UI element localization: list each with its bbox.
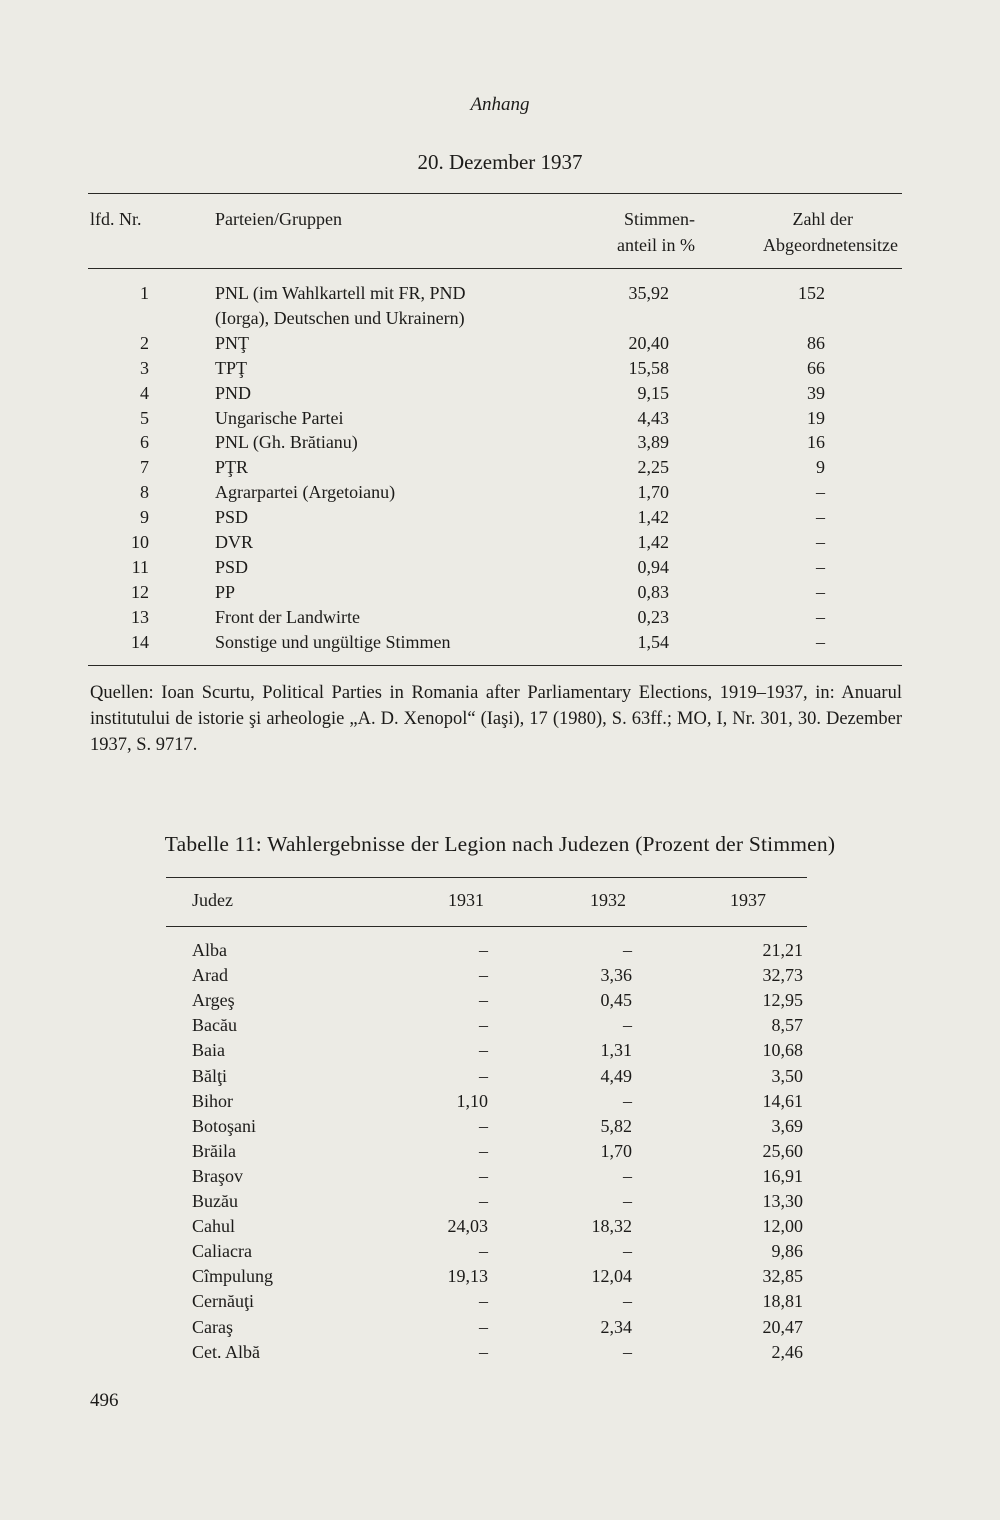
table-row: [0, 1013, 1000, 1038]
judez-name: Bălţi: [192, 1065, 227, 1086]
header-1937: 1937: [730, 890, 766, 910]
vote-share: 15,58: [628, 357, 669, 378]
value-1932: 0,45: [600, 990, 632, 1011]
table-row: [0, 331, 1000, 356]
vote-share: 2,25: [637, 457, 669, 478]
table-row: [0, 1315, 1000, 1340]
table-row: [0, 988, 1000, 1013]
value-1931: –: [479, 1165, 488, 1186]
table-row: [0, 1214, 1000, 1239]
table-row: [0, 1189, 1000, 1214]
value-1932: 5,82: [600, 1115, 632, 1136]
header-seats-line2: Abgeordnetensitze: [763, 235, 898, 255]
table-row: [0, 1139, 1000, 1164]
vote-share: 0,94: [637, 556, 669, 577]
value-1931: 19,13: [447, 1266, 488, 1287]
seat-count: 152: [798, 283, 825, 303]
party-name: PNL (Gh. Brătianu): [215, 432, 358, 453]
row-number: 3: [140, 357, 149, 378]
vote-share: 1,70: [637, 482, 669, 503]
value-1937: 12,00: [762, 1216, 803, 1237]
value-1931: –: [479, 1316, 488, 1337]
table-bottom-rule: [88, 665, 902, 666]
table-row: [0, 1038, 1000, 1063]
row-number: 11: [131, 556, 149, 577]
party-name: Front der Landwirte: [215, 606, 360, 627]
value-1931: –: [479, 1140, 488, 1161]
table-row: [0, 1089, 1000, 1114]
table-row: [0, 1264, 1000, 1289]
seat-count: –: [816, 482, 825, 503]
value-1932: –: [623, 940, 632, 960]
table11-top-rule: [166, 877, 807, 878]
vote-share: 1,42: [637, 532, 669, 552]
page-number: 496: [90, 1390, 119, 1411]
value-1937: 25,60: [762, 1140, 803, 1161]
vote-share: 9,15: [637, 382, 669, 403]
vote-share: 0,23: [637, 606, 669, 627]
row-number: 1: [140, 283, 149, 303]
judez-name: Alba: [192, 940, 227, 960]
value-1932: –: [623, 1341, 632, 1362]
header-share-line2: anteil in %: [617, 235, 695, 255]
judez-name: Cernăuţi: [192, 1291, 254, 1312]
value-1937: 32,85: [762, 1266, 803, 1287]
vote-share: 4,43: [637, 407, 669, 428]
row-number: 5: [140, 407, 149, 428]
judez-name: Argeş: [192, 990, 235, 1011]
table-row: [0, 1340, 1000, 1365]
value-1931: –: [479, 965, 488, 986]
party-name: (Iorga), Deutschen und Ukrainern): [215, 307, 465, 328]
value-1937: 20,47: [762, 1316, 803, 1337]
value-1932: 12,04: [591, 1266, 632, 1287]
vote-share: 0,83: [637, 581, 669, 602]
judez-name: Botoşani: [192, 1115, 257, 1136]
party-name: PSD: [215, 556, 249, 577]
judez-name: Caliacra: [192, 1241, 252, 1262]
seat-count: –: [816, 507, 825, 528]
table-row: [0, 1239, 1000, 1264]
party-name: Agrarpartei (Argetoianu): [215, 482, 396, 503]
judez-name: Braşov: [192, 1165, 243, 1186]
judez-name: Cet. Albă: [192, 1341, 260, 1362]
value-1937: 10,68: [762, 1040, 803, 1061]
value-1932: 1,70: [600, 1140, 632, 1161]
judez-name: Baia: [192, 1040, 225, 1061]
value-1932: 2,34: [600, 1316, 632, 1337]
value-1931: –: [479, 1191, 488, 1211]
table11-title: Tabelle 11: Wahlergebnisse der Legion nach Judezen (Prozent der Stimmen): [164, 832, 836, 856]
row-number: 6: [140, 432, 149, 453]
table-row: [0, 356, 1000, 381]
row-number: 7: [140, 457, 149, 478]
table-row: [0, 480, 1000, 505]
value-1931: –: [479, 1015, 488, 1036]
party-name: PNL (im Wahlkartell mit FR, PND: [215, 283, 466, 303]
judez-name: Brăila: [192, 1140, 236, 1161]
judez-name: Caraş: [192, 1316, 233, 1337]
party-name: PP: [215, 581, 236, 602]
value-1937: 18,81: [762, 1291, 803, 1312]
row-number: 13: [131, 606, 149, 627]
value-1931: –: [479, 1040, 488, 1061]
header-1932: 1932: [590, 890, 626, 910]
row-number: 4: [140, 382, 149, 403]
value-1937: 13,30: [762, 1191, 803, 1211]
vote-share: 3,89: [637, 432, 669, 453]
table-row: [0, 406, 1000, 431]
value-1937: 3,69: [771, 1115, 803, 1136]
row-number: 9: [140, 507, 149, 528]
judez-name: Buzău: [192, 1191, 238, 1211]
vote-share: 1,42: [637, 507, 669, 528]
party-name: PŢR: [215, 457, 249, 478]
row-number: 14: [131, 631, 149, 652]
seat-count: 9: [816, 457, 825, 478]
table-header-rule: [88, 268, 902, 269]
party-name: DVR: [215, 532, 254, 552]
value-1931: 1,10: [456, 1090, 488, 1111]
seat-count: –: [816, 556, 825, 577]
seat-count: 86: [807, 332, 825, 353]
table-row: [0, 630, 1000, 655]
seat-count: 39: [807, 382, 825, 403]
table11-header-rule: [166, 926, 807, 927]
value-1932: 1,31: [600, 1040, 632, 1061]
judez-name: Bacău: [192, 1015, 237, 1036]
header-share-line1: Stimmen-: [624, 209, 695, 229]
seat-count: 66: [807, 357, 825, 378]
row-number: 12: [131, 581, 149, 602]
table-row: [0, 505, 1000, 530]
value-1931: –: [479, 1341, 488, 1362]
row-number: 8: [140, 482, 149, 503]
table-row: [0, 1114, 1000, 1139]
seat-count: –: [816, 581, 825, 602]
table-row: [0, 938, 1000, 963]
table-row: [0, 530, 1000, 555]
party-name: PNŢ: [215, 332, 250, 353]
value-1937: 14,61: [762, 1090, 803, 1111]
value-1937: 16,91: [762, 1165, 803, 1186]
table-row: [0, 281, 1000, 306]
vote-share: 35,92: [628, 283, 669, 303]
value-1937: 12,95: [762, 990, 803, 1011]
party-name: Sonstige und ungültige Stimmen: [215, 631, 451, 652]
value-1931: 24,03: [447, 1216, 488, 1237]
judez-name: Arad: [192, 965, 228, 986]
header-seats-line1: Zahl der: [792, 209, 853, 229]
party-name: TPŢ: [215, 357, 248, 378]
table-row: [0, 580, 1000, 605]
value-1932: –: [623, 1291, 632, 1312]
value-1931: –: [479, 940, 488, 960]
sources-note: [90, 680, 902, 758]
value-1932: –: [623, 1241, 632, 1262]
value-1937: 3,50: [771, 1065, 803, 1086]
header-judez: Judez: [192, 890, 233, 910]
value-1932: 4,49: [600, 1065, 632, 1086]
header-nr: lfd. Nr.: [90, 209, 142, 229]
table-row: [0, 455, 1000, 480]
value-1932: –: [623, 1015, 632, 1036]
seat-count: –: [816, 606, 825, 627]
party-name: Ungarische Partei: [215, 407, 344, 428]
value-1932: –: [623, 1165, 632, 1186]
seat-count: 16: [807, 432, 825, 453]
table-row: [0, 430, 1000, 455]
value-1937: 21,21: [762, 940, 803, 960]
running-head: Anhang: [470, 94, 530, 115]
judez-name: Cîmpulung: [192, 1266, 274, 1287]
table-title: 20. Dezember 1937: [417, 150, 583, 174]
table-top-rule: [88, 193, 902, 194]
value-1937: 32,73: [762, 965, 803, 986]
value-1932: –: [623, 1191, 632, 1211]
table-row: [0, 555, 1000, 580]
header-party: Parteien/Gruppen: [215, 209, 342, 229]
header-1931: 1931: [448, 890, 484, 910]
table-row: [0, 1164, 1000, 1189]
value-1931: –: [479, 1065, 488, 1086]
vote-share: 20,40: [628, 332, 669, 353]
value-1931: –: [479, 1241, 488, 1262]
seat-count: 19: [807, 407, 825, 428]
table-row: [0, 605, 1000, 630]
table-row: [0, 306, 1000, 331]
table-row: [0, 1064, 1000, 1089]
table-row: [0, 1289, 1000, 1314]
value-1931: –: [479, 1291, 488, 1312]
value-1937: 2,46: [771, 1341, 803, 1362]
value-1932: 3,36: [600, 965, 632, 986]
value-1937: 8,57: [771, 1015, 803, 1036]
table-row: [0, 963, 1000, 988]
table-row: [0, 381, 1000, 406]
value-1932: 18,32: [591, 1216, 632, 1237]
row-number: 10: [131, 532, 149, 552]
value-1931: –: [479, 990, 488, 1011]
party-name: PND: [215, 382, 252, 403]
row-number: 2: [140, 332, 149, 353]
value-1937: 9,86: [771, 1241, 803, 1262]
sources-text: Quellen: Ioan Scurtu, Political Parties in Romania after Parliamentary Elections, 1919–1937, in: Anuarul institutului de istorie şi arheologie „A. D. Xenopol“ (Iaşi), 17 (1980), S. 63ff.; MO, I, Nr. 301, 30. Dezember 1937, S. 9717.: [90, 683, 902, 755]
vote-share: 1,54: [637, 631, 669, 652]
seat-count: –: [816, 532, 825, 552]
judez-name: Bihor: [192, 1090, 234, 1111]
judez-name: Cahul: [192, 1216, 235, 1237]
party-name: PSD: [215, 507, 249, 528]
value-1932: –: [623, 1090, 632, 1111]
seat-count: –: [816, 631, 825, 652]
value-1931: –: [479, 1115, 488, 1136]
